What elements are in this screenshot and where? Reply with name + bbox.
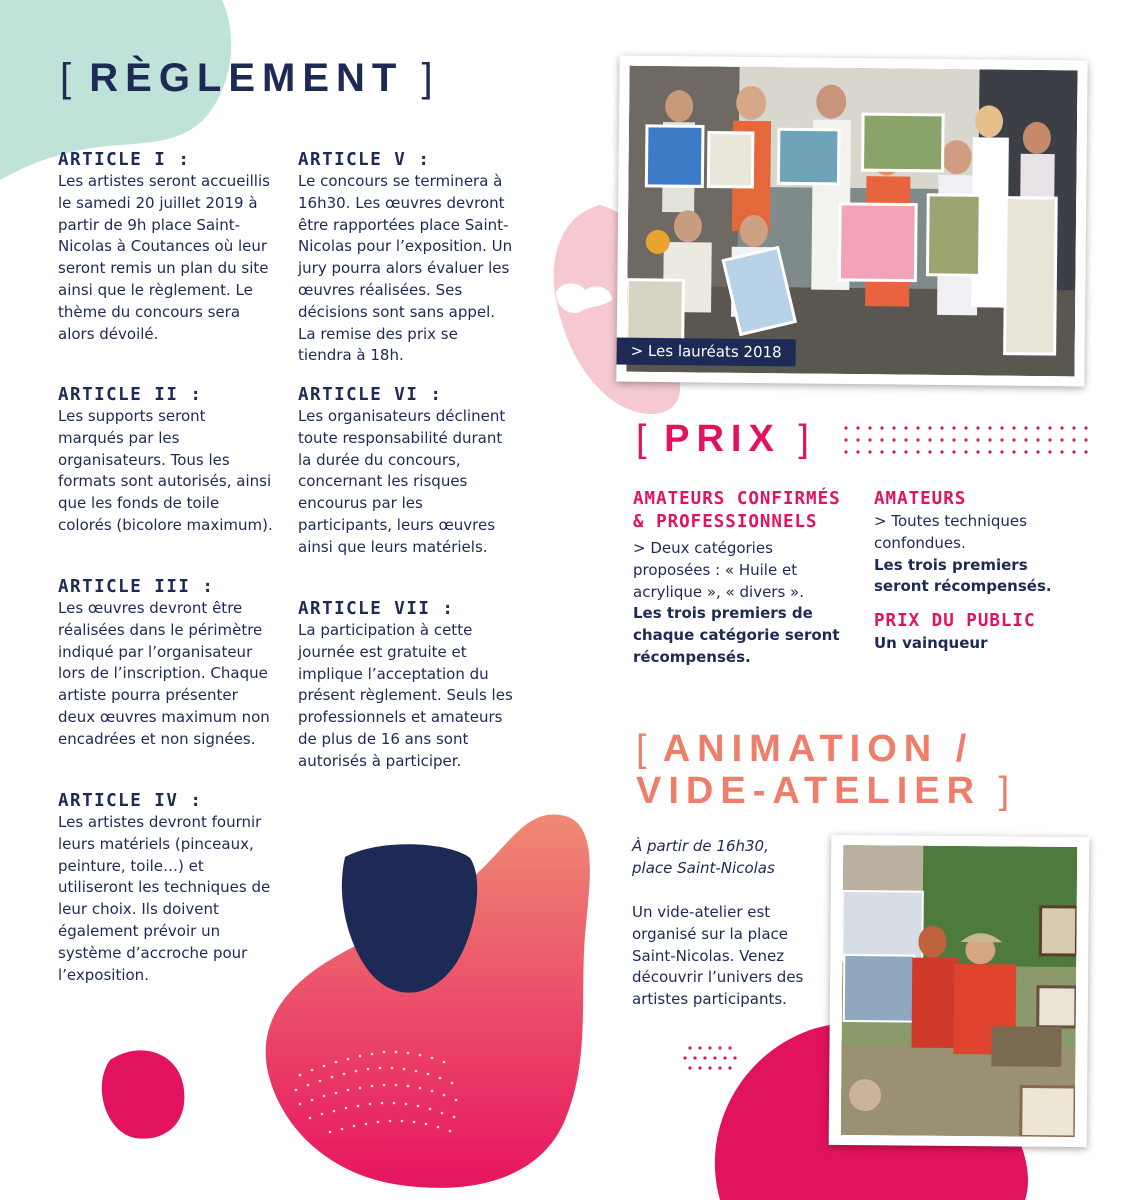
- article-title: ARTICLE V :: [298, 150, 431, 170]
- article-text: La participation à cette journée est gratuite et implique l’acceptation du présent règlement. Seuls les professionnels et amateurs de plus de 16 ans sont autorisés à participer.: [298, 621, 513, 770]
- article-text: Les artistes devront fournir leurs matériels (pinceaux, peinture, toile…) et utiliseront les techniques de leur choix. Ils doivent également prévoir un système d’accroche pour l’exposition.: [58, 813, 271, 984]
- vide-atelier-photo: [841, 845, 1078, 1137]
- article-title: ARTICLE IV :: [58, 791, 203, 811]
- prize-award-text: Les trois premiers de chaque catégorie seront récompensés.: [633, 604, 840, 666]
- prize-public-text: Un vainqueur: [874, 634, 988, 653]
- animation-heading-line2: [636, 770, 1009, 812]
- article-6: [298, 384, 516, 559]
- prize-award-text: Les trois premiers seront récompensés.: [874, 555, 1052, 596]
- article-text: Les artistes seront accueillis le samedi 20 juillet 2019 à partir de 9h place Saint-Nicolas à Coutances où leur seront remis un plan du site ainsi que le règlement. Le thème du concours sera alors dévoilé.: [58, 172, 270, 343]
- article-2: [58, 384, 276, 537]
- pink-blob-small: [102, 1050, 185, 1138]
- article-title: ARTICLE III :: [58, 577, 215, 597]
- article-7: [298, 598, 516, 773]
- bracket-open: [: [636, 418, 647, 460]
- dot-pattern-prix: [844, 426, 1087, 453]
- article-text: Les œuvres devront être réalisées dans le périmètre indiqué par l’organisateur lors de l’inscription. Chaque artiste pourra présenter deux œuvres maximum non encadrées et non signées.: [58, 599, 270, 748]
- animation-heading-line1: [636, 728, 1009, 770]
- article-3: [58, 576, 276, 751]
- animation-body-text: Un vide-atelier est organisé sur la place Saint-Nicolas. Venez découvrir l’univers des artistes participants.: [632, 903, 804, 1009]
- article-title: ARTICLE I :: [58, 150, 191, 170]
- prize-text: > Deux catégories proposées : « Huile et acrylique », « divers ».: [633, 539, 804, 601]
- bracket-open: [: [636, 728, 647, 770]
- prix-heading: [636, 418, 809, 461]
- article-5: [298, 149, 516, 367]
- article-title: ARTICLE II :: [58, 385, 203, 405]
- laureats-caption: > Les lauréats 2018: [616, 338, 795, 367]
- reglement-title: RÈGLEMENT: [89, 56, 404, 100]
- article-1: [58, 149, 276, 345]
- vide-atelier-photo-frame: [829, 835, 1090, 1147]
- dot-pattern-bottom: [683, 1046, 736, 1069]
- bracket-open: [: [60, 56, 72, 100]
- animation-heading: [636, 728, 1009, 812]
- prize-title: AMATEURS CONFIRMÉS & PROFESSIONNELS: [633, 489, 841, 532]
- prize-text: > Toutes techniques confondues.: [874, 512, 1027, 552]
- laureats-photo-frame: [616, 56, 1087, 387]
- article-4: [58, 790, 276, 986]
- vide-atelier-photo-illustration: [841, 845, 1078, 1137]
- prize-amateurs: [874, 488, 1086, 655]
- animation-title-line1: ANIMATION /: [662, 728, 974, 770]
- article-text: Les organisateurs déclinent toute responsabilité durant la durée du concours, concernant les risques encourus par les participants, leurs œuvres ainsi que leurs matériels.: [298, 407, 506, 556]
- animation-time-text: À partir de 16h30, place Saint-Nicolas: [632, 837, 775, 877]
- article-text: Le concours se terminera à 16h30. Les œuvres devront être rapportées place Saint-Nicolas pour l’exposition. Un jury pourra alors évaluer les œuvres réalisées. Ses décisions sont sans appel. La remise des prix se tiendra à 18h.: [298, 172, 513, 365]
- bracket-close: ]: [798, 418, 809, 460]
- animation-title-line2: VIDE-ATELIER: [636, 770, 982, 812]
- bracket-close: ]: [421, 56, 433, 100]
- prize-amateurs-confirmes: [633, 488, 843, 669]
- prize-public-title: PRIX DU PUBLIC: [874, 611, 1036, 632]
- article-title: ARTICLE VI :: [298, 385, 443, 405]
- prix-title: PRIX: [664, 418, 781, 460]
- laureats-photo-illustration: [626, 66, 1077, 377]
- bracket-close: ]: [998, 770, 1010, 812]
- article-text: Les supports seront marqués par les organisateurs. Tous les formats sont autorisés, ainsi que les fonds de toile colorés (bicolore maximum).: [58, 407, 273, 534]
- article-title: ARTICLE VII :: [298, 599, 455, 619]
- prize-title: AMATEURS: [874, 489, 967, 509]
- laureats-photo: [626, 66, 1077, 377]
- reglement-heading: [60, 56, 433, 101]
